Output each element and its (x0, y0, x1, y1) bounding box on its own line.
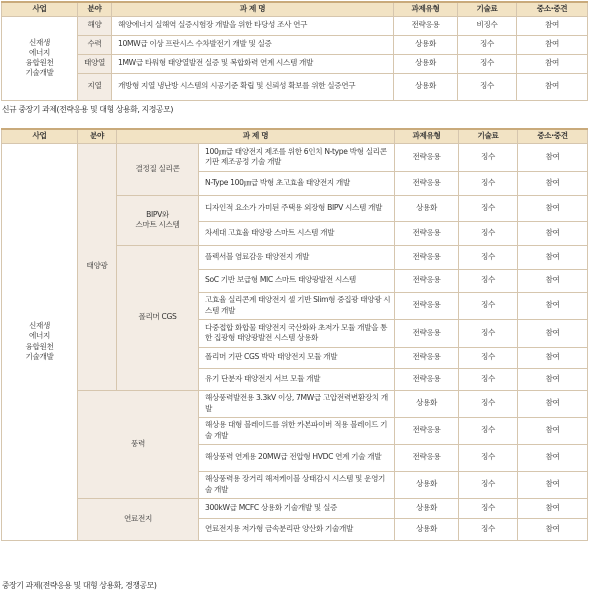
table-row (2, 35, 588, 54)
tech-cell: 징수 (458, 54, 517, 73)
header-sme: 중소·중견 (517, 2, 588, 16)
table-header-row (2, 2, 588, 16)
sme-cell: 참여 (518, 390, 588, 417)
table-header-row (2, 129, 588, 143)
type-cell: 상용화 (395, 498, 459, 518)
field-cell: 해양 (78, 16, 112, 35)
table-row (2, 16, 588, 35)
sme-cell: 참여 (517, 35, 588, 54)
title-cell: 다중접합 화합물 태양전지 국산화와 초저가 모듈 개발을 통한 집광형 태양광발전 시스템 상용화 (199, 319, 395, 347)
tech-cell: 징수 (459, 245, 518, 269)
tech-cell: 징수 (459, 498, 518, 518)
field-cell-fuel: 연료전지 (78, 498, 199, 540)
type-cell: 상용화 (395, 518, 459, 540)
title-cell: 300kW급 MCFC 상용화 기술개발 및 실증 (199, 498, 395, 518)
type-cell: 전략응용 (395, 444, 459, 471)
tech-cell: 비징수 (458, 16, 517, 35)
sme-cell: 참여 (518, 444, 588, 471)
header-field: 분야 (78, 2, 112, 16)
sme-cell: 참여 (518, 195, 588, 221)
sme-cell: 참여 (518, 471, 588, 498)
type-cell: 전략응용 (395, 319, 459, 347)
title-cell: 해상풍력용 장거리 해저케이블 상태감시 시스템 및 운영기술 개발 (199, 471, 395, 498)
tech-cell: 징수 (459, 171, 518, 195)
type-cell: 전략응용 (395, 269, 459, 292)
header-type: 과제유형 (394, 2, 458, 16)
type-cell: 상용화 (394, 73, 458, 100)
field-cell: 수력 (78, 35, 112, 54)
sme-cell: 참여 (518, 143, 588, 171)
header-title: 과 제 명 (117, 129, 395, 143)
type-cell: 전략응용 (395, 292, 459, 319)
title-cell: N-Type 100㎛급 박형 초고효율 태양전지 개발 (199, 171, 395, 195)
title-cell: 개방형 지열 냉난방 시스템의 시공기준 확립 및 신뢰성 확보를 위한 실증연구 (112, 73, 394, 100)
type-cell: 전략응용 (394, 16, 458, 35)
type-cell: 상용화 (394, 54, 458, 73)
sme-cell: 참여 (518, 518, 588, 540)
type-cell: 상용화 (395, 471, 459, 498)
table-longterm-projects (1, 128, 588, 541)
header-biz: 사업 (2, 2, 78, 16)
sme-cell: 참여 (518, 171, 588, 195)
sme-cell: 참여 (518, 319, 588, 347)
title-cell: 100㎛급 태양전지 제조를 위한 6인치 N-type 박형 실리콘 기판 제조공정 기술 개발 (199, 143, 395, 171)
type-cell: 전략응용 (395, 347, 459, 368)
table-row (2, 73, 588, 100)
title-cell: 폴리머 기판 CGS 박막 태양전지 모듈 개발 (199, 347, 395, 368)
title-cell: 고효율 실리콘계 태양전지 셀 기반 Slim형 중집광 태양광 시스템 개발 (199, 292, 395, 319)
subfield-polymer: 폴리머 CGS (117, 245, 199, 390)
title-cell: 해상풍력 연계용 20MW급 전압형 HVDC 연계 기술 개발 (199, 444, 395, 471)
sme-cell: 참여 (518, 292, 588, 319)
sme-cell: 참여 (518, 245, 588, 269)
type-cell: 전략응용 (395, 143, 459, 171)
type-cell: 전략응용 (395, 221, 459, 245)
tech-cell: 징수 (458, 35, 517, 54)
field-cell-wind: 풍력 (78, 390, 199, 498)
sme-cell: 참여 (518, 221, 588, 245)
subfield-crystal: 결정질 실리콘 (117, 143, 199, 195)
table-row (2, 143, 588, 171)
header-tech: 기술료 (459, 129, 518, 143)
header-field: 분야 (78, 129, 117, 143)
sme-cell: 참여 (518, 269, 588, 292)
table-row (2, 54, 588, 73)
header-type: 과제유형 (395, 129, 459, 143)
title-cell: 해상용 대형 블레이드를 위한 카본파이버 적용 블레이드 기술 개발 (199, 417, 395, 444)
sme-cell: 참여 (518, 417, 588, 444)
sme-cell: 참여 (517, 73, 588, 100)
tech-cell: 징수 (459, 444, 518, 471)
table-new-projects (1, 1, 588, 101)
header-sme: 중소·중견 (518, 129, 588, 143)
table2-caption: 중장기 과제(전략응용 및 대형 상용화, 경쟁공모) (2, 581, 157, 590)
biz-cell: 신재생 에너지 융합원천 기술개발 (2, 16, 78, 100)
title-cell: 연료전지용 저가형 금속분리판 양산화 기술개발 (199, 518, 395, 540)
tech-cell: 징수 (459, 518, 518, 540)
tech-cell: 징수 (459, 368, 518, 390)
tech-cell: 징수 (459, 417, 518, 444)
tech-cell: 징수 (458, 73, 517, 100)
header-tech: 기술료 (458, 2, 517, 16)
sme-cell: 참여 (518, 498, 588, 518)
title-cell: 플렉서블 염료감응 태양전지 개발 (199, 245, 395, 269)
tech-cell: 징수 (459, 347, 518, 368)
sme-cell: 참여 (518, 368, 588, 390)
title-cell: 해양에너지 실해역 실증시험장 개발을 위한 타당성 조사 연구 (112, 16, 394, 35)
tech-cell: 징수 (459, 221, 518, 245)
title-cell: 10MW급 이상 프란시스 수차발전기 개발 및 실증 (112, 35, 394, 54)
field-cell-solar: 태양광 (78, 143, 117, 390)
header-biz: 사업 (2, 129, 78, 143)
type-cell: 상용화 (394, 35, 458, 54)
type-cell: 전략응용 (395, 171, 459, 195)
type-cell: 전략응용 (395, 368, 459, 390)
tech-cell: 징수 (459, 195, 518, 221)
tech-cell: 징수 (459, 390, 518, 417)
title-cell: 차세대 고효율 태양광 스마트 시스템 개발 (199, 221, 395, 245)
sme-cell: 참여 (517, 54, 588, 73)
table-row (2, 390, 588, 417)
type-cell: 상용화 (395, 195, 459, 221)
table-row (2, 498, 588, 518)
header-title: 과 제 명 (112, 2, 394, 16)
title-cell: 1MW급 타워형 태양열발전 실증 및 복합화력 연계 시스템 개발 (112, 54, 394, 73)
tech-cell: 징수 (459, 471, 518, 498)
tech-cell: 징수 (459, 292, 518, 319)
tech-cell: 징수 (459, 143, 518, 171)
sme-cell: 참여 (517, 16, 588, 35)
title-cell: SoC 기반 보급형 MIC 스마트 태양광발전 시스템 (199, 269, 395, 292)
title-cell: 유기 단분자 태양전지 서브 모듈 개발 (199, 368, 395, 390)
type-cell: 전략응용 (395, 245, 459, 269)
type-cell: 상용화 (395, 390, 459, 417)
sme-cell: 참여 (518, 347, 588, 368)
table1-caption: 신규 중장기 과제(전략응용 및 대형 상용화, 지정공모) (2, 105, 174, 114)
title-cell: 해상풍력발전용 3.3kV 이상, 7MW급 고압전력변환장치 개발 (199, 390, 395, 417)
tech-cell: 징수 (459, 319, 518, 347)
subfield-bipv: BIPV와 스마트 시스템 (117, 195, 199, 245)
biz-cell: 신재생 에너지 융합원천 기술개발 (2, 143, 78, 540)
field-cell: 태양열 (78, 54, 112, 73)
tech-cell: 징수 (459, 269, 518, 292)
field-cell: 지열 (78, 73, 112, 100)
title-cell: 디자인적 요소가 가미된 주택용 외장형 BIPV 시스템 개발 (199, 195, 395, 221)
type-cell: 전략응용 (395, 417, 459, 444)
